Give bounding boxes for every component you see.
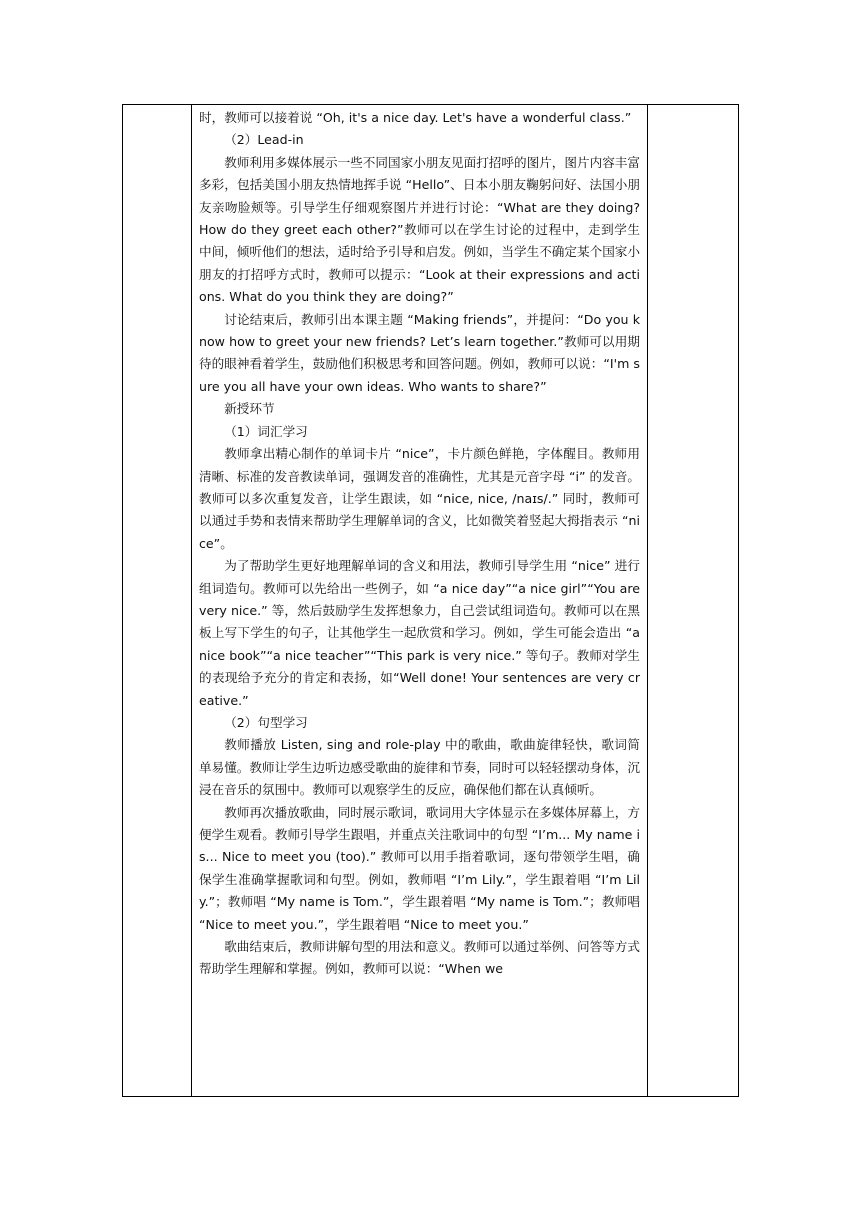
paragraph-lead-in-topic: 讨论结束后，教师引出本课主题 “Making friends”，并提问：“Do you know how to greet your new friends? Let’s learn together.”教师可以用期待的眼神看着学生，鼓励他们积极思考和回答问题。例如，教师可以说：“I'm sure you all have your own ideas. Who wants to share?”	[199, 311, 640, 394]
lesson-content-cell	[199, 107, 640, 981]
column-divider	[647, 105, 648, 1096]
paragraph-pattern-explain: 歌曲结束后，教师讲解句型的用法和意义。教师可以通过举例、问答等方式帮助学生理解和掌握。例如，教师可以说：“When we	[199, 939, 640, 977]
heading-vocabulary: （1）词汇学习	[224, 423, 308, 439]
heading-sentence-patterns: （2）句型学习	[224, 714, 308, 730]
paragraph-song-listen: 教师播放 Listen, sing and role-play 中的歌曲，歌曲旋律轻快，歌词简单易懂。教师让学生边听边感受歌曲的旋律和节奏，同时可以轻轻摆动身体，沉浸在音乐的氛围中。教师可以观察学生的反应，确保他们都在认真倾听。	[199, 737, 640, 798]
column-divider	[191, 105, 192, 1096]
paragraph-vocabulary-sentences: 为了帮助学生更好地理解单词的含义和用法，教师引导学生用 “nice” 进行组词造句。教师可以先给出一些例子，如 “a nice day”“a nice girl”“You are very nice.” 等，然后鼓励学生发挥想象力，自己尝试组词造句。教师可以在黑板上写下学生的句子，让其他学生一起欣赏和学习。例如，学生可能会造出 “a nice book”“a nice teacher”“This park is very nice.” 等句子。教师对学生的表现给予充分的肯定和表扬，如“Well done! Your sentences are very creative.”	[199, 558, 640, 708]
paragraph-continuation: 时，教师可以接着说 “Oh, it's a nice day. Let's have a wonderful class.”	[199, 110, 632, 125]
paragraph-song-sing: 教师再次播放歌曲，同时展示歌词，歌词用大字体显示在多媒体屏幕上，方便学生观看。教师引导学生跟唱，并重点关注歌词中的句型 “I’m... My name is... Nice to meet you (too).” 教师可以用手指着歌词，逐句带领学生唱，确保学生准确掌握歌词和句型。例如，教师唱 “I’m Lily.”，学生跟着唱 “I’m Lily.”；教师唱 “My name is Tom.”，学生跟着唱 “My name is Tom.”；教师唱 “Nice to meet you.”，学生跟着唱 “Nice to meet you.”	[199, 804, 640, 932]
paragraph-lead-in-pictures: 教师利用多媒体展示一些不同国家小朋友见面打招呼的图片，图片内容丰富多彩，包括美国小朋友热情地挥手说 “Hello”、日本小朋友鞠躬问好、法国小朋友亲吻脸颊等。引导学生仔细观察图片并进行讨论：“What are they doing? How do they greet each other?”教师可以在学生讨论的过程中，走到学生中间，倾听他们的想法，适时给予引导和启发。例如，当学生不确定某个国家小朋友的打招呼方式时，教师可以提示：“Look at their expressions and actions. What do you think they are doing?”	[199, 154, 640, 305]
paragraph-vocabulary-card: 教师拿出精心制作的单词卡片 “nice”，卡片颜色鲜艳，字体醒目。教师用清晰、标准的发音教读单词，强调发音的准确性，尤其是元音字母 “i” 的发音。教师可以多次重复发音，让学生跟读，如 “nice, nice, /naɪs/.” 同时，教师可以通过手势和表情来帮助学生理解单词的含义，比如微笑着竖起大拇指表示 “nice”。	[199, 446, 640, 551]
heading-new-teaching: 新授环节	[224, 401, 275, 417]
lesson-plan-table	[122, 104, 739, 1097]
heading-lead-in: （2）Lead-in	[224, 132, 304, 148]
